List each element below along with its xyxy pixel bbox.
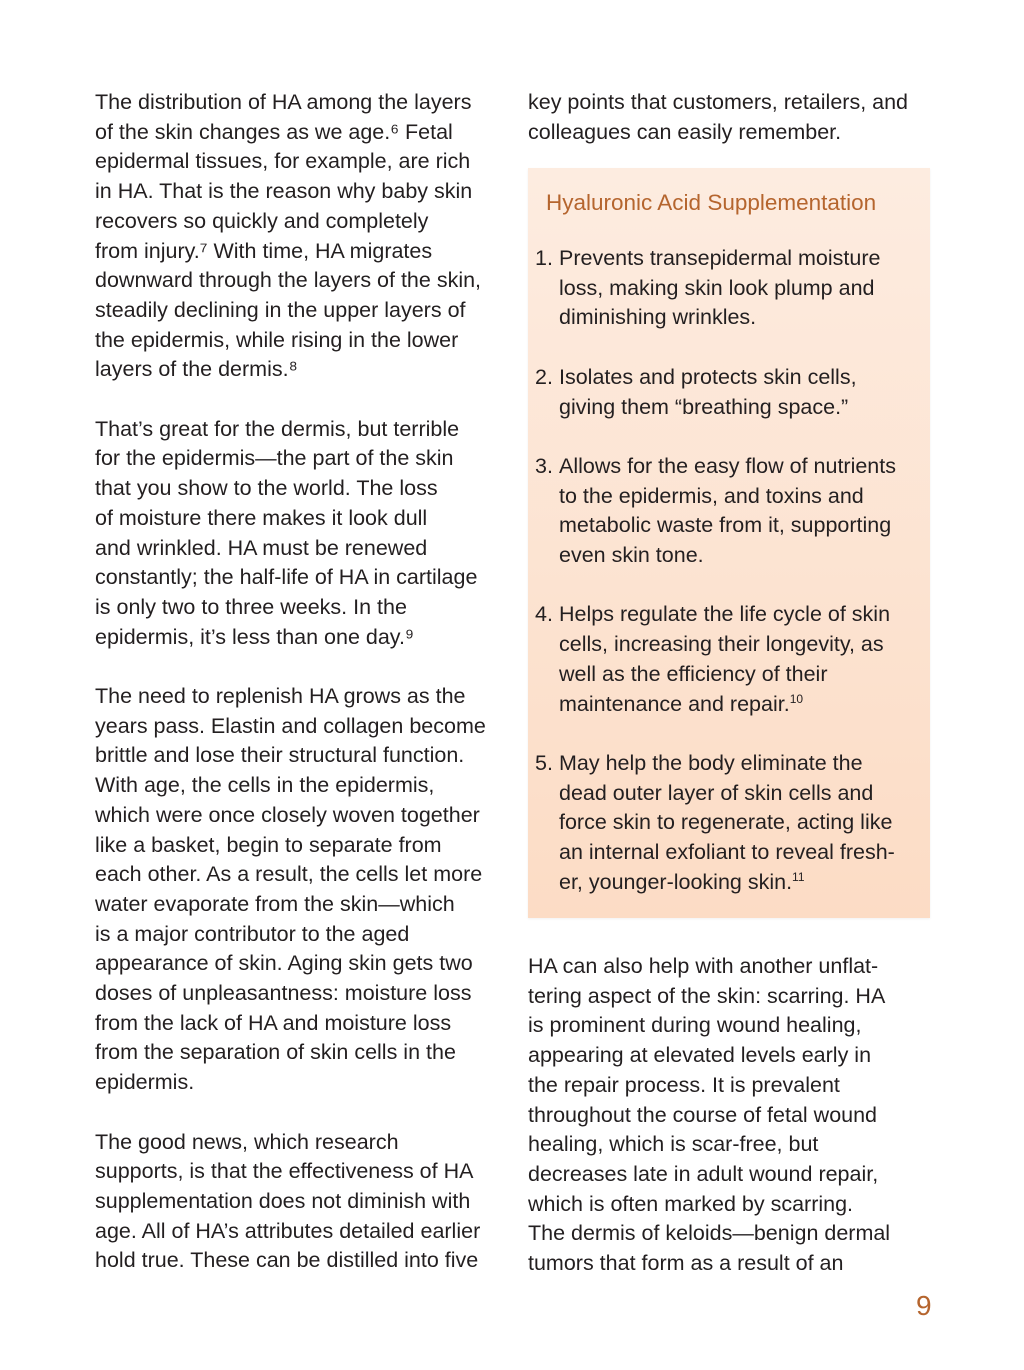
text-line: colleagues can easily remember. — [528, 119, 842, 144]
text-line: force skin to regenerate, acting like — [559, 810, 893, 835]
text-line: The good news, which research — [95, 1129, 399, 1154]
text-line: The need to replenish HA grows as the — [95, 684, 466, 709]
text-line: epidermis, it’s less than one day.⁹ — [95, 624, 415, 649]
text-line: from the lack of HA and moisture loss — [95, 1010, 452, 1035]
list-item — [528, 749, 930, 898]
text-line: Isolates and protects skin cells, — [559, 364, 857, 389]
text-line: appearing at elevated levels early in — [528, 1043, 872, 1068]
text-segment: er, younger-looking skin. — [559, 869, 793, 894]
right-column-top — [528, 88, 928, 147]
text-line: tering aspect of the skin: scarring. HA — [528, 983, 886, 1008]
list-item — [528, 600, 930, 719]
text-line: the repair process. It is prevalent — [528, 1072, 840, 1097]
list-number: 1. — [535, 246, 553, 270]
text-line: Prevents transepidermal moisture — [559, 246, 881, 270]
text-line: and wrinkled. HA must be renewed — [95, 535, 428, 560]
paragraph-scarring — [528, 952, 928, 1279]
text-line: each other. As a result, the cells let more — [95, 862, 483, 887]
text-line: May help the body eliminate the — [559, 750, 863, 775]
text-line: constantly; the half-life of HA in cartilage — [95, 565, 478, 590]
text-line: The dermis of keloids—benign dermal — [528, 1221, 891, 1246]
text-line: loss, making skin look plump and — [559, 275, 875, 300]
paragraph-ha-distribution — [95, 88, 505, 385]
paragraph-key-points — [528, 88, 928, 147]
text-line: in HA. That is the reason why baby skin — [95, 179, 473, 204]
text-line: is a major contributor to the aged — [95, 921, 410, 946]
text-line: epidermal tissues, for example, are rich — [95, 149, 471, 174]
paragraph-good-news — [95, 1128, 505, 1277]
list-item — [528, 244, 930, 333]
text-line: recovers so quickly and completely — [95, 208, 429, 233]
text-line: That’s great for the dermis, but terrible — [95, 416, 460, 441]
paragraph-epidermis — [95, 415, 505, 653]
text-segment: maintenance and repair. — [559, 691, 790, 716]
text-line: HA can also help with another unflat- — [528, 954, 879, 978]
right-column-bottom — [528, 952, 928, 1279]
text-line: throughout the course of fetal wound — [528, 1102, 878, 1127]
list-item — [528, 452, 930, 571]
text-line: which were once closely woven together — [95, 802, 480, 827]
text-line: appearance of skin. Aging skin gets two — [95, 951, 473, 976]
supplementation-sidebar — [528, 168, 930, 918]
benefits-list — [528, 244, 930, 927]
text-line: is only two to three weeks. In the — [95, 594, 407, 619]
list-number: 5. — [535, 750, 553, 775]
left-column — [95, 88, 505, 1276]
text-line: from injury.⁷ With time, HA migrates — [95, 238, 433, 263]
text-line: Helps regulate the life cycle of skin — [559, 602, 891, 627]
text-line: cells, increasing their longevity, as — [559, 632, 884, 657]
text-line: age. All of HA’s attributes detailed earlier — [95, 1218, 481, 1243]
list-number: 2. — [535, 364, 553, 389]
text-line: decreases late in adult wound repair, — [528, 1161, 879, 1186]
text-line: Allows for the easy flow of nutrients — [559, 453, 896, 478]
text-line: key points that customers, retailers, and — [528, 90, 909, 114]
sidebar-title: Hyaluronic Acid Supplementation — [546, 190, 877, 215]
text-line: diminishing wrinkles. — [559, 305, 757, 330]
text-line: years pass. Elastin and collagen become — [95, 713, 486, 738]
text-line: metabolic waste from it, supporting — [559, 513, 892, 538]
text-line: from the separation of skin cells in the — [95, 1040, 456, 1065]
text-line: like a basket, begin to separate from — [95, 832, 442, 857]
text-line: of the skin changes as we age.⁶ Fetal — [95, 119, 453, 144]
text-line: hold true. These can be distilled into five — [95, 1248, 479, 1273]
text-line: With age, the cells in the epidermis, — [95, 773, 435, 798]
footnote-reference: 10 — [789, 691, 804, 706]
text-line: doses of unpleasantness: moisture loss — [95, 981, 472, 1006]
text-line: dead outer layer of skin cells and — [559, 780, 874, 805]
text-line: epidermis. — [95, 1070, 195, 1095]
text-line — [559, 690, 930, 720]
text-line: is prominent during wound healing, — [528, 1013, 862, 1038]
text-line: for the epidermis—the part of the skin — [95, 446, 454, 471]
text-line: brittle and lose their structural function. — [95, 743, 465, 768]
text-line: that you show to the world. The loss — [95, 476, 438, 501]
list-item — [528, 363, 930, 422]
text-line: even skin tone. — [559, 543, 704, 567]
text-line: healing, which is scar-free, but — [528, 1132, 819, 1157]
text-line: tumors that form as a result of an — [528, 1251, 844, 1276]
text-line: the epidermis, while rising in the lower — [95, 327, 459, 352]
text-line: downward through the layers of the skin, — [95, 268, 482, 293]
list-number: 3. — [535, 453, 553, 478]
text-line: of moisture there makes it look dull — [95, 505, 428, 530]
text-line: supports, is that the effectiveness of HA — [95, 1159, 474, 1184]
text-line: an internal exfoliant to reveal fresh- — [559, 840, 895, 864]
list-number: 4. — [535, 602, 553, 627]
page-number: 9 — [916, 1290, 932, 1321]
text-line: water evaporate from the skin—which — [95, 891, 455, 916]
text-line: layers of the dermis.⁸ — [95, 357, 298, 382]
text-line — [559, 868, 930, 898]
text-line: to the epidermis, and toxins and — [559, 483, 864, 508]
text-line: supplementation does not diminish with — [95, 1188, 471, 1213]
text-line: steadily declining in the upper layers of — [95, 297, 466, 322]
text-line: which is often marked by scarring. — [528, 1191, 854, 1216]
paragraph-replenish — [95, 682, 505, 1098]
text-line: The distribution of HA among the layers — [95, 90, 472, 114]
text-line: giving them “breathing space.” — [559, 394, 849, 419]
footnote-reference: 11 — [792, 869, 805, 884]
text-line: well as the efficiency of their — [559, 661, 828, 686]
